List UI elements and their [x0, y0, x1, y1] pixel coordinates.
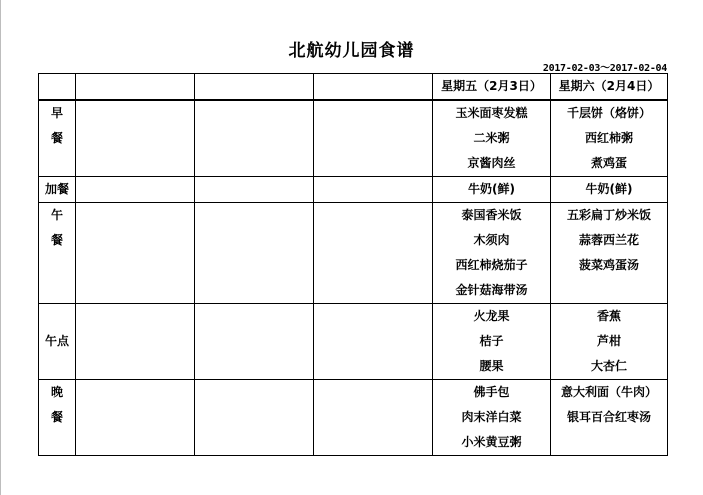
dish-item: 腰果 [479, 359, 504, 373]
empty-cell [314, 177, 433, 203]
dish-item: 牛奶(鲜) [468, 182, 515, 196]
empty-cell [314, 304, 433, 380]
meal-label-line: 餐 [50, 233, 63, 247]
menu-cell-friday [433, 203, 551, 304]
header-empty-cell [314, 74, 433, 101]
date-range: 2017-02-03～2017-02-04 [542, 63, 667, 74]
empty-cell [195, 380, 314, 456]
dish-item: 肉末洋白菜 [461, 410, 522, 424]
menu-cell-saturday [551, 380, 668, 456]
empty-cell [195, 203, 314, 304]
dish-item: 牛奶(鲜) [585, 182, 633, 196]
meal-row-dinner [39, 380, 668, 456]
empty-cell [76, 100, 195, 177]
meal-row-afternoon-snack [39, 304, 668, 380]
dish-item: 千层饼（烙饼） [566, 106, 651, 120]
meal-label-lunch [39, 203, 76, 304]
meal-label-line: 餐 [50, 410, 63, 424]
dish-item: 火龙果 [473, 309, 510, 323]
menu-cell-saturday [551, 203, 668, 304]
header-empty-cell [195, 74, 314, 101]
meal-label-line: 早 [50, 106, 63, 120]
dish-item: 意大利面（牛肉） [560, 385, 657, 399]
menu-cell-saturday [551, 304, 668, 380]
header-row [39, 74, 668, 101]
dish-item: 佛手包 [473, 385, 510, 399]
meal-label-line: 午 [50, 208, 63, 222]
meal-label-line: 午点 [44, 334, 69, 348]
dish-item: 蒜蓉西兰花 [578, 233, 639, 247]
empty-cell [314, 100, 433, 177]
menu-cell-saturday [551, 100, 668, 177]
dish-item: 小米黄豆粥 [461, 435, 522, 449]
menu-cell-friday [433, 177, 551, 203]
empty-cell [76, 304, 195, 380]
header-day-friday: 星期五（2月3日） [433, 74, 551, 101]
header-meal-cell [39, 74, 76, 101]
dish-item: 五彩扁丁炒米饭 [566, 208, 651, 222]
meal-label-line: 餐 [50, 131, 63, 145]
dish-item: 泰国香米饭 [461, 208, 522, 222]
empty-cell [76, 177, 195, 203]
empty-cell [76, 380, 195, 456]
dish-item: 京酱肉丝 [467, 156, 516, 170]
dish-item: 玉米面枣发糕 [455, 106, 528, 120]
dish-item: 菠菜鸡蛋汤 [578, 258, 639, 272]
empty-cell [195, 177, 314, 203]
empty-cell [195, 304, 314, 380]
empty-cell [195, 100, 314, 177]
dish-item: 大杏仁 [590, 359, 627, 373]
meal-label-breakfast [39, 100, 76, 177]
menu-table [38, 73, 668, 456]
meal-row-snack [39, 177, 668, 203]
meal-row-lunch [39, 203, 668, 304]
meal-label-dinner [39, 380, 76, 456]
dish-item: 香蕉 [596, 309, 621, 323]
menu-cell-friday [433, 380, 551, 456]
dish-item: 桔子 [479, 334, 504, 348]
menu-cell-friday [433, 304, 551, 380]
meal-row-breakfast [39, 100, 668, 177]
dish-item: 金针菇海带汤 [455, 283, 528, 297]
dish-item: 芦柑 [596, 334, 621, 348]
empty-cell [314, 380, 433, 456]
page-edge-line [0, 0, 1, 495]
empty-cell [76, 203, 195, 304]
dish-item: 木须肉 [473, 233, 510, 247]
page-title: 北航幼儿园食谱 [288, 41, 415, 61]
empty-cell [314, 203, 433, 304]
dish-item: 西红柿烧茄子 [455, 258, 528, 272]
meal-label-line: 加餐 [44, 182, 69, 196]
menu-cell-saturday [551, 177, 668, 203]
meal-label-line: 晚 [50, 385, 63, 399]
menu-cell-friday [433, 100, 551, 177]
dish-item: 西红柿粥 [584, 131, 633, 145]
dish-item: 二米粥 [473, 131, 510, 145]
header-empty-cell [76, 74, 195, 101]
meal-label-afternoon-snack [39, 304, 76, 380]
dish-item: 煮鸡蛋 [590, 156, 627, 170]
meal-label-snack [39, 177, 76, 203]
dish-item: 银耳百合红枣汤 [566, 410, 651, 424]
header-day-saturday: 星期六（2月4日） [551, 74, 668, 101]
